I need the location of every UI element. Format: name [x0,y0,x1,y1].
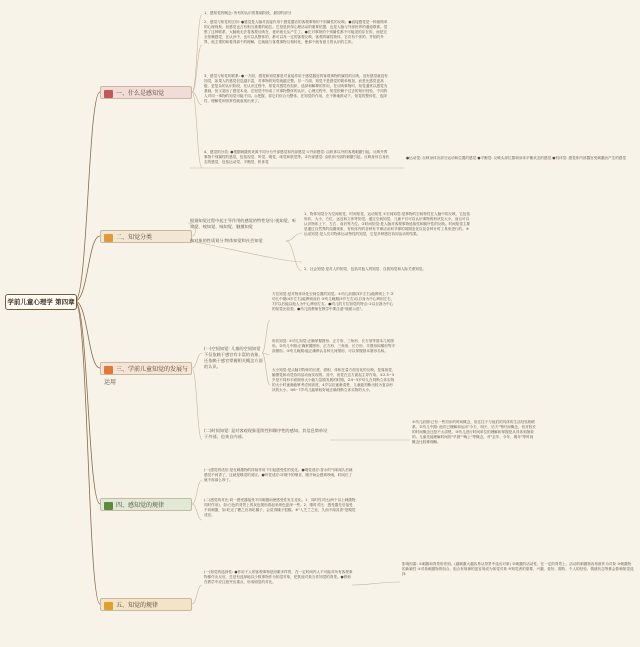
bulb-icon [104,602,113,610]
t1-internal-sense-detail: ●运动觉: 反映身体各部分运动和位置的感觉 ●平衡觉: 反映头部位置和身体平衡状态的感觉 ●机体觉: 感觉体内部器官受刺激而产生的感觉 [406,156,626,160]
monitor-icon [104,502,113,510]
topic-label: 二、知觉分类 [116,234,153,241]
t1-concept: 1、感知觉的概念: 所有的认识的基础阶段，最初的部分 [204,11,292,15]
heart-icon [104,90,113,98]
pencil-icon [104,366,113,374]
t1-difference: 2、感觉与知觉的区别: ●感觉是人脑对直接作用于感觉器官的客观事物的个别属性的反映。●直接感觉是一种最简单的心理现象，但感觉也占有相当重要的地位。它是是获得心理活动的重要依据，也是人脑与外部世界的通道联系。觉察了这种联系，大脑就无法将客观反映在，意识就无从产生了。●在对事物的个别属性都不可能见的存在的，而是完全依赖感觉，在认识中，也可以从整体的，都可以具一定的客观反映，客观的属性物体，它们有个体的，并知的外界，他主观的和看得那个的理解，它就能与客观事物互相转化，使那个就有意义的认识的主体。 [204,20,388,44]
flag-icon [104,234,113,242]
t2-by-sense: 根据知觉过程中起主导作用的感觉的特性划分:视知觉、听知觉、嗅知觉、味知觉、触摸知觉 [190,218,297,229]
t3-shape-perception: 形状知觉: ①幼儿知觉:正确掌握圆形、正方形、三角形、长方形等基本几何图形。②幼儿中期:正确掌握圆形、正方形、三角形、长方形、半圆形和梯形等平面图形。③幼儿晚期:能正确辨认各种几何图形，可以掌握基本图形名称。 [272,339,396,353]
t3-spatial-perception: (一)空间知觉: 儿童的空间知觉不仅依赖于感官有丰富的表象，还依赖于感官掌握相关概念方面的认识。 [204,346,263,369]
t2-object-perception: 1、物体知觉分为空间知觉、时间知觉、运动知觉 ①空间知觉:是事物的空间特性在人脑中的反映，它包括形状、大小、方位、远近和立体等知觉。通过空间知觉，儿童不仅可以认识事物的形状及大小，而且可以认识物体上下、左右、前后等方位。②时间知觉:是人脑对客观事物延续性和顺序性的反映。时间知觉主要是通过自然界的周期现象，有机体内的各种有节律活动和节律的周期变化以及各种计时工具来进行的。③运动知觉:是人们对物体运动特性的知觉，它是多种感官协同活动的结果。 [304,212,471,236]
t4-contrast: (二)感觉的对比:同一感受器接受不同刺激而使感受性发生变化。1、同时性对比(两个以上刺激物同时作用)，如:白色的背景上的灰色图形看起来颜色更深一些。2、继时对比：感受器先后接受不同刺激，如:吃完了糖之后再吃橘子，会觉得橘子很酸。⑥"入芝兰之室，久而不闻其香"是嗅觉适应。 [204,498,356,517]
topic-label: 三、学前儿童知觉的发展与运用 [104,366,189,386]
t3-time-development: ①幼儿前期:已有一些初步的时间概念，但往往于与他们的具体的生活经验相联系。②幼儿中期: 他们已理解和运用"今天、明天、后天"等时间概念，但对较长的时间概念还是不太清楚。③幼儿进行时间单位的理解和掌握是从具体到抽象的。儿童先能理解时间的"早晨""晚上"等概念，对"去年、今年、明年"等时间概念比较难理解。 [412,420,536,444]
topic-label: 五、知觉的规律 [116,602,159,609]
t2-social-perception: 2、社会知觉:是对人的知觉，包括对他人的知觉、自我知觉和人际关系知觉。 [304,267,427,271]
t5-selectivity: (一)知觉的选择性: ●作用于人的客观事物是纷繁多样的，在一定时间内人不可能对所有客观事物都作出反应，总是有选择地以少数事物作为知觉对象，把其他对象当作知觉的背景。●教师在教学中应注意突出重点，形成明显的对比。 [204,570,353,584]
topic-label: 一、什么是感知觉 [116,90,165,97]
t1-relation: 3、感觉与知觉的联系: ●一方面，感觉和知觉都是对直接作用于感觉器官的客观事物的属性的反映，没有感觉就没有知觉，如果人的感觉信息越丰富，对事物的知觉就越完整。另一方面，知觉不是感觉的简单相加，而是比感觉更高级、更复杂的认识阶段，在认识过程中，知觉对感觉有组织、选择和解释的作用，在反映事物时，知觉通常以感觉为基础，但又超出了感觉本身，在知觉中形成了对事物整体的认识，心理过程中，知觉依赖于过去的知识经验，不同的人对同一事物的知觉可能不同。◎把握，将它们综合为整体，在知觉的作用，在不断地推动下，知觉的整体性、选择性、理解性和恒常性就表现出来了。 [204,74,388,103]
t2-by-object: 按对象的性质划分:物体知觉和社会知觉 [190,238,263,243]
t1-classification: 4、感觉的分类: ●根据刺激的来源不同分为外部感觉和内部感觉 ①外部感觉: 由机体以外的客观刺激引起，反映外界事物个别属性的感觉，包括视觉、听觉、嗅觉、味觉和肤觉等。②内部感觉: 由机体内部的刺激引起，反映身体自身状态的感觉，包括运动觉、平衡觉、机体觉 [204,150,390,164]
t3-direction-perception: 方位知觉:是对物体所处空间位置的知觉。①幼儿前期(3岁左右)能辨别上下 ②幼儿中期(4岁左右)能辨别前后 ③幼儿晚期(5岁左右)以自身为中心辨别左右，7岁以后能以他人为中心辨别左右。●幼儿的方位知觉的特点:①以自我为中心的知觉比较差。●幼儿园教师在教学中要注意"镜面示范"。 [272,292,395,311]
t4-adaptation: (一)感觉的适应:是在刺激物的持续作用下引起感受性的变化。●嗅觉适应:香水的气味闻久后就感觉不到香了，这就是嗅觉的适应。●听觉适应:环境中的噪音，刚开始会感到吵闹，时间长了就不再那么吵了。 [204,468,353,482]
topic-perception-laws[interactable] [100,598,192,611]
topic-child-perception-development[interactable] [100,362,192,386]
root-node[interactable]: 学前儿童心理学 第四章 [5,294,77,310]
topic-sensation-laws[interactable] [100,498,192,511]
topic-perception-types[interactable] [100,230,192,243]
topic-what-is-perception[interactable] [100,86,192,99]
t3-time-perception: (二)时间知觉: 是对客观现象延续性和顺序性的感知。其信息简单设于外部，也来自内部。 [204,428,328,439]
t3-size-perception: 大小知觉:是头脑对物体的长度、面积、体积在量方面变化的反映。是靠视觉、触摸觉和动觉协同活动而实现的。其中，视觉在这方面起主导作用。①2.5~3岁是不同形平面图形大小能力急剧发展的时期。②4~5岁幼儿在判断立体实物的大小时逐渐能够考虑到高度，4岁以后逐渐清楚，儿童能判断出较为复杂形状的大小。③6~7岁幼儿能够较好地正确判断立体实物的大小。 [272,368,396,392]
topic-label: 四、感知觉的规律 [116,502,165,509]
t5-influence-factors: 影响因素: ①刺激和背景的差别。(越刺激大越容易从背景中选出对象) ②刺激的活动性，在一定的背景上，活动的刺激物容易被作为对象 ③刺激物的新颖性 ④对象刺激物的组合，组合有规律的更容易成为知觉对象 ⑤知觉者的需要、兴趣、爱好、期待、个人的经验、情绪状态等都会影响知觉选择 [402,562,634,576]
